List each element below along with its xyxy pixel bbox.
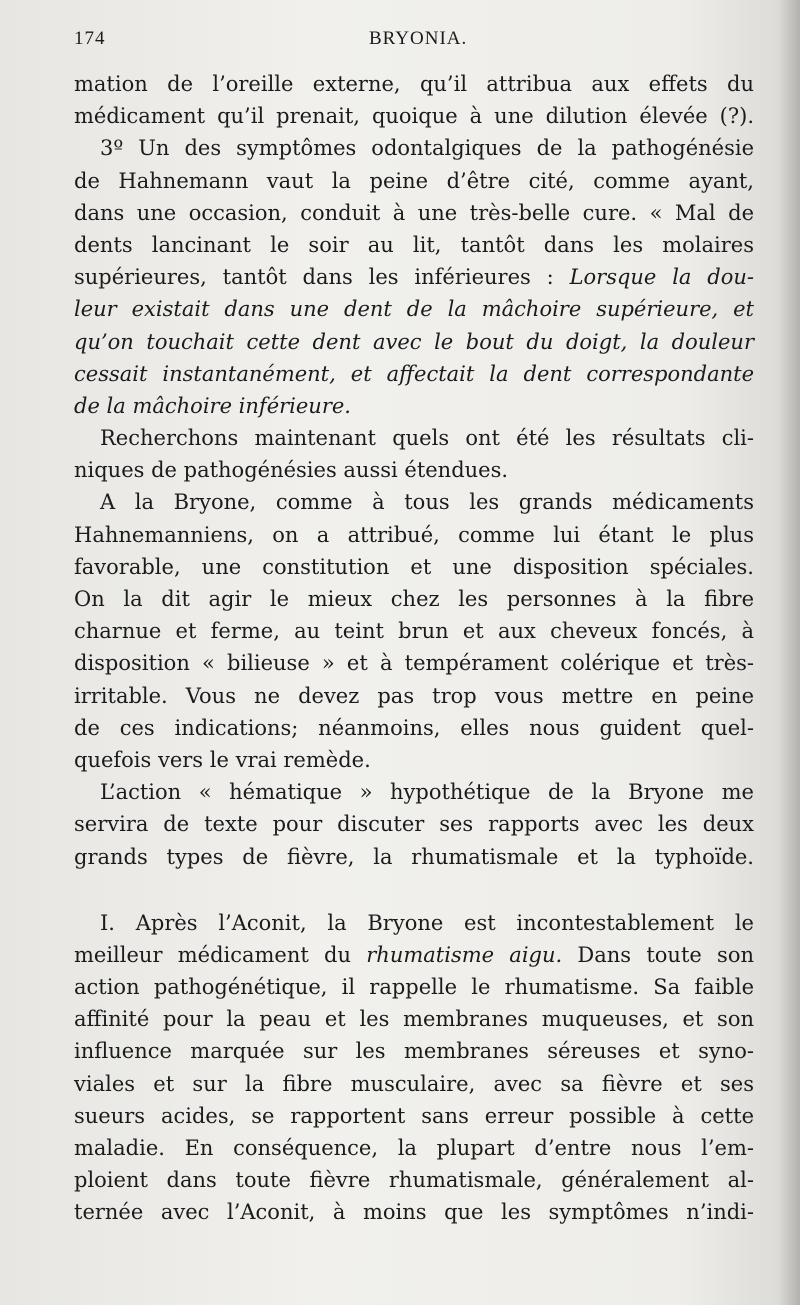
italic-text: de la mâchoire inférieure. [74,393,351,418]
text-line: maladie. En conséquence, la plupart d’entre nous l’em- [74,1136,754,1160]
text-line: dans une occasion, conduit à une très-belle cure. « Mal de [74,200,754,225]
text-line: favorable, une constitution et une disposition spéciales. [74,554,754,579]
text-line: influence marquée sur les membranes séreuses et syno- [74,1039,754,1064]
text-line [74,293,754,325]
text-line: Hahnemanniens, on a attribué, comme lui étant le plus [74,522,754,547]
text-line [74,939,754,971]
text-line: A la Bryone, comme à tous les grands médicaments [100,490,754,515]
text-line: 3º Un des symptômes odontalgiques de la pathogénésie [100,136,754,161]
text-line: ternée avec l’Aconit, à moins que les symptômes n’indi- [74,1200,754,1225]
italic-text: qu’on touchait cette dent avec le bout du doigt, la douleur [74,329,754,354]
text-line: médicament qu’il prenait, quoique à une dilution élevée (?). [74,104,754,129]
text-line: Recherchons maintenant quels ont été les résultats cli- [100,426,754,451]
text-line [74,261,754,293]
text-line: niques de pathogénésies aussi étendues. [74,458,509,483]
page-number: 174 [74,28,106,49]
body-text [74,68,754,1229]
text-line: charnue et ferme, au teint brun et aux cheveux foncés, à [74,619,754,644]
page-header [74,28,754,58]
text-line: disposition « bilieuse » et à tempérament colérique et très- [74,651,754,676]
page-edge-shadow [778,0,800,1305]
italic-text: rhumatisme aigu. [366,942,563,967]
text-line: ploient dans toute fièvre rhumatismale, généralement al- [74,1168,754,1193]
italic-text: Lorsque la dou- [569,265,755,290]
text-line: sueurs acides, se rapportent sans erreur possible à cette [74,1103,754,1128]
text-line: I. Après l’Aconit, la Bryone est incontestablement le [100,910,754,935]
text-line: On la dit agir le mieux chez les personnes à la fibre [74,587,754,611]
text-line: servira de texte pour discuter ses rapports avec les deux [74,812,754,837]
text-line: quefois vers le vrai remède. [74,747,371,772]
italic-text: cessait instantanément, et affectait la dent correspondante [74,361,754,386]
section-gap [74,873,754,907]
text-line [74,326,754,358]
text-line [74,390,754,422]
text-line: viales et sur la fibre musculaire, avec sa fièvre et ses [74,1071,754,1096]
text-line: de Hahnemann vaut la peine d’être cité, comme ayant, [74,168,754,193]
text-line: de ces indications; néanmoins, elles nous guident quel- [74,715,754,740]
italic-text: leur existait dans une dent de la mâchoire supérieure, et [74,297,754,322]
plain-text: meilleur médicament du [74,942,367,967]
text-line: irritable. Vous ne devez pas trop vous mettre en peine [74,683,754,708]
text-line: mation de l’oreille externe, qu’il attribua aux effets du [74,72,754,96]
text-line [74,358,754,390]
running-title: BRYONIA. [369,28,468,49]
plain-text: supérieures, tantôt dans les inférieures : [74,265,570,290]
text-line: action pathogénétique, il rappelle le rhumatisme. Sa faible [74,975,754,1000]
text-line: dents lancinant le soir au lit, tantôt dans les molaires [74,232,754,257]
text-line: affinité pour la peau et les membranes muqueuses, et son [74,1007,754,1032]
plain-text: Dans toute son [562,942,754,967]
text-line: L’action « hématique » hypothétique de la Bryone me [100,780,754,805]
text-line: grands types de fièvre, la rhumatismale et la typhoïde. [74,844,754,869]
